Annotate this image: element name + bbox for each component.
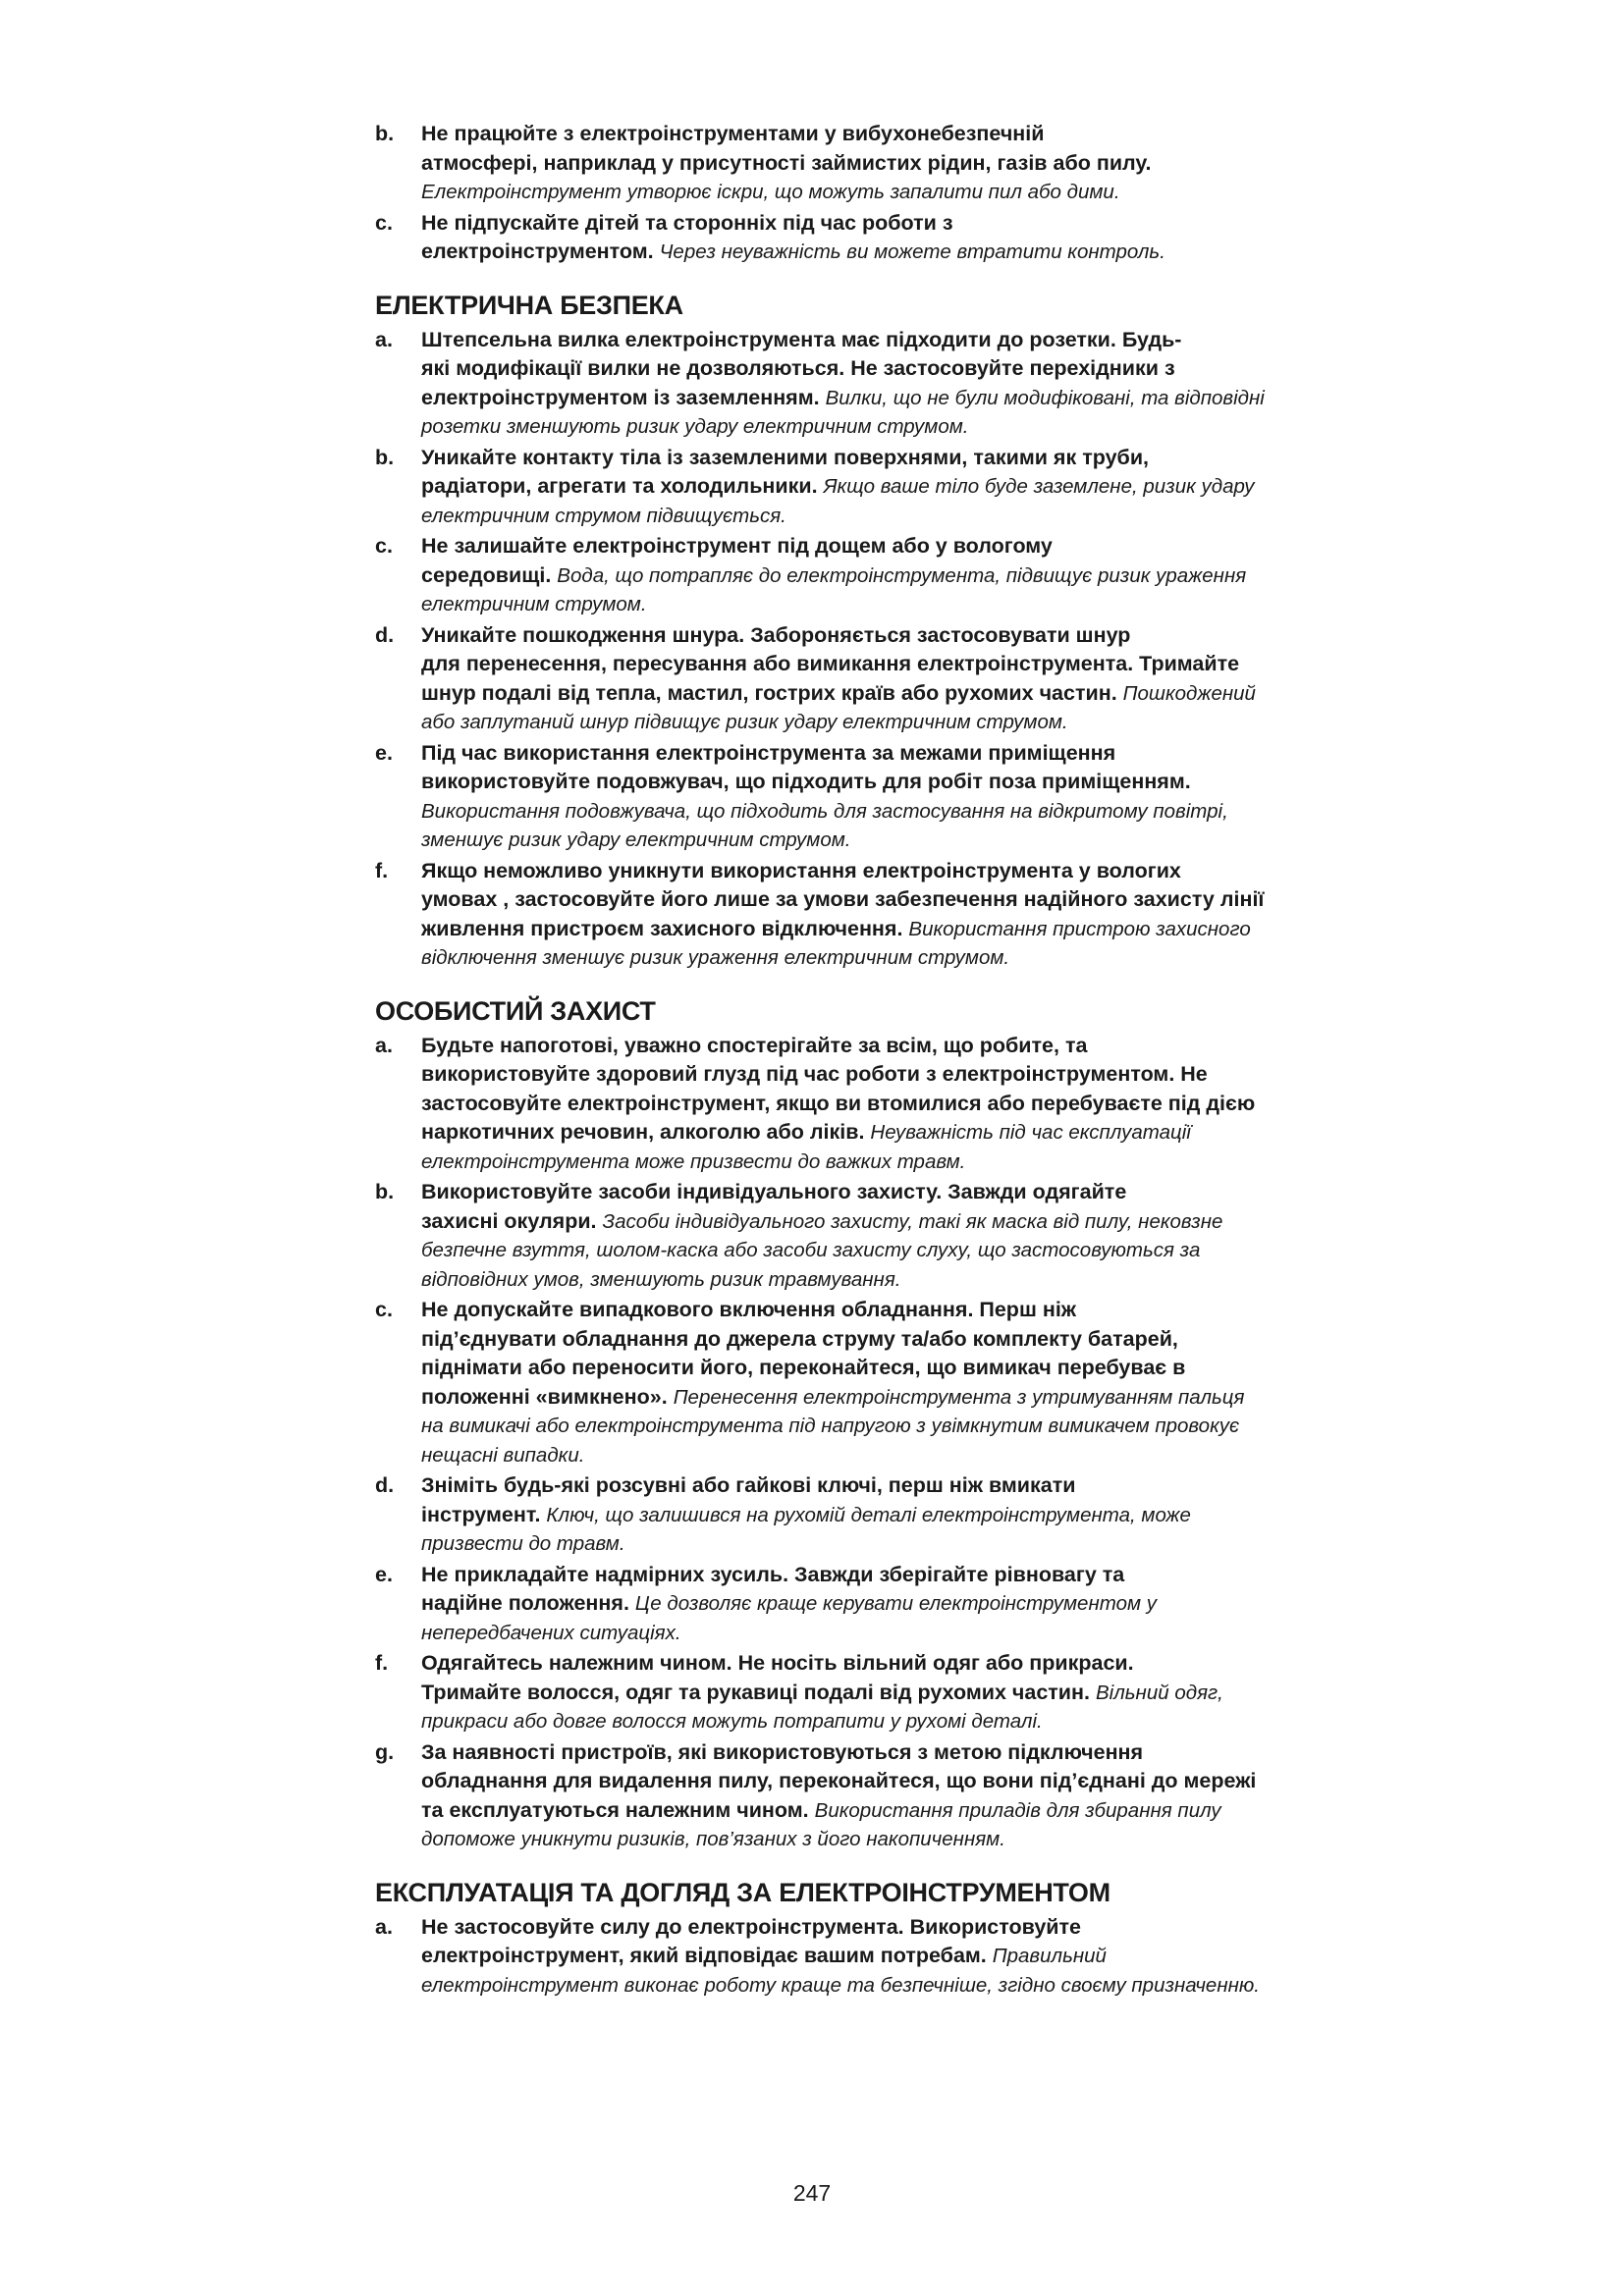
item-bold: захисні окуляри. (421, 1208, 597, 1233)
list-item (375, 1178, 1269, 1294)
item-note: Використання пристрою захисного відключення зменшує ризик ураження електричним струмом. (421, 917, 1251, 969)
item-letter: a. (375, 327, 393, 351)
item-lead: Зніміть будь-які розсувні або гайкові ключі, перш ніж вмикати (421, 1473, 1076, 1497)
item-note: Вилки, що не були модифіковані, та відповідні розетки зменшують ризик удару електричним струмом. (421, 386, 1265, 438)
item-bold: електроінструментом. (421, 240, 654, 263)
list-item (375, 444, 1269, 531)
section-heading: ОСОБИСТИЙ ЗАХИСТ (375, 995, 656, 1026)
item-bold: Тримайте волосся, одяг та рукавиці подалі від рухомих частин. (421, 1680, 1090, 1704)
list-item (375, 1296, 1269, 1469)
section-heading: ЕЛЕКТРИЧНА БЕЗПЕКА (375, 290, 683, 320)
list-item (375, 1913, 1269, 2001)
list-item (375, 326, 1269, 442)
item-letter: e. (375, 740, 393, 765)
item-lead: Не працюйте з електроінструментами у вибухонебезпечній (421, 122, 1045, 145)
item-lead: Уникайте контакту тіла із заземленими поверхнями, такими як труби, (421, 445, 1150, 469)
list-item (375, 1032, 1269, 1177)
item-note: Засоби індивідуального захисту, такі як маска від пилу, нековзне безпечне взуття, шолом-каска або засоби захисту слуху, що застосовуються за відповідних умов, зменшують ризик травмування. (421, 1209, 1223, 1291)
list-item (375, 1471, 1269, 1559)
list-item (375, 120, 1269, 207)
item-bold: атмосфері, наприклад у присутності займистих рідин, газів або пилу. (421, 150, 1152, 175)
item-note: Вільний одяг, прикраси або довге волосся можуть потрапити у рухомі деталі. (421, 1681, 1223, 1733)
item-lead: Не залишайте електроінструмент під дощем або у вологому (421, 534, 1053, 558)
item-letter: b. (375, 445, 395, 469)
item-lead: Під час використання електроінструмента за межами приміщення (421, 740, 1116, 765)
item-note: Правильний електроінструмент виконає роботу краще та безпечніше, згідно своєму призначенню. (421, 1945, 1261, 1997)
item-letter: f. (375, 1651, 389, 1675)
item-letter: c. (375, 534, 393, 558)
item-letter: f. (375, 858, 389, 882)
item-note: Перенесення електроінструмента з утримуванням пальця на вимикачі або електроінструмента під напругою з увімкнутим вимикачем провокує нещасні випадки. (421, 1385, 1245, 1467)
item-bold: радіатори, агрегати та холодильники. (421, 474, 818, 498)
list-item (375, 1738, 1269, 1854)
item-lead: Уникайте пошкодження шнура. Забороняється застосовувати шнур (421, 622, 1131, 647)
item-lead: Штепсельна вилка електроінструмента має підходити до розетки. Будь- (421, 327, 1182, 351)
item-note: Використання подовжувача, що підходить для застосування на відкритому повітрі, зменшує ризик удару електричним струмом. (421, 799, 1228, 851)
item-bold: умовах , застосовуйте його лише за умови забезпечення надійного захисту лінії живлення пристроєм захисного відключення. (421, 887, 1265, 940)
item-bold: надійне положення. (421, 1591, 629, 1615)
item-letter: b. (375, 122, 395, 145)
item-letter: g. (375, 1739, 395, 1764)
item-note: Неуважність під час експлуатації електроінструмента може призвести до важких травм. (421, 1121, 1191, 1173)
item-letter: c. (375, 1298, 393, 1321)
item-letter: c. (375, 210, 393, 235)
item-note: Вода, що потрапляє до електроінструмента, підвищує ризик ураження електричним струмом. (421, 563, 1247, 615)
item-bold: електроінструмент, який відповідає вашим потребам. (421, 1944, 987, 1967)
list-item (375, 857, 1269, 973)
item-bold: інструмент. (421, 1502, 541, 1526)
item-note: Використання приладів для збирання пилу допоможе уникнути ризиків, пов’язаних з його накопиченням. (421, 1798, 1221, 1850)
list-item (375, 621, 1269, 737)
item-lead: Не підпускайте дітей та сторонніх під час роботи з (421, 210, 953, 235)
list-item (375, 1649, 1269, 1736)
item-note: Через неуважність ви можете втратити контроль. (659, 240, 1165, 263)
item-note: Це дозволяє краще керувати електроінструментом у непередбачених ситуаціях. (421, 1592, 1157, 1644)
item-lead: За наявності пристроїв, які використовуються з метою підключення (421, 1739, 1144, 1764)
section (375, 1876, 1269, 2001)
item-lead: Не застосовуйте силу до електроінструмента. Використовуйте (421, 1914, 1081, 1939)
list-item (375, 209, 1269, 267)
item-bold: середовищі. (421, 562, 552, 587)
item-lead: Використовуйте засоби індивідуального захисту. Завжди одягайте (421, 1180, 1127, 1203)
item-lead: Якщо неможливо уникнути використання електроінструмента у вологих (421, 858, 1181, 882)
list-item (375, 739, 1269, 855)
item-lead: Не допускайте випадкового включення обладнання. Перш ніж (421, 1298, 1077, 1321)
item-note: Ключ, що залишився на рухомій деталі електроінструмента, може призвести до травм. (421, 1503, 1191, 1555)
sections (375, 289, 1269, 2001)
section (375, 994, 1269, 1854)
item-letter: a. (375, 1914, 393, 1939)
item-bold: під’єднувати обладнання до джерела струму та/або комплекту батарей, піднімати або переносити його, переконайтеся, що вимикач перебуває в положенні «вимкнено». (421, 1326, 1186, 1409)
item-note: Електроінструмент утворює іскри, що можуть запалити пил або дими. (421, 181, 1120, 203)
item-lead: Не прикладайте надмірних зусиль. Завжди зберігайте рівновагу та (421, 1562, 1125, 1586)
item-bold: які модифікації вилки не дозволяються. Не застосовуйте перехідники з електроінструментом із заземленням. (421, 356, 1175, 409)
section (375, 289, 1269, 973)
item-letter: b. (375, 1180, 395, 1203)
item-note: Пошкоджений або заплутаний шнур підвищує ризик удару електричним струмом. (421, 681, 1256, 733)
item-letter: e. (375, 1562, 393, 1586)
list-item (375, 532, 1269, 619)
page-number: 247 (792, 2180, 832, 2206)
item-letter: d. (375, 1473, 395, 1497)
item-bold: для перенесення, пересування або вимикання електроінструмента. Тримайте шнур подалі від тепла, мастил, гострих країв або рухомих частин. (421, 652, 1240, 705)
item-lead: Одягайтесь належним чином. Не носіть вільний одяг або прикраси. (421, 1651, 1134, 1675)
list-item (375, 1561, 1269, 1648)
item-bold: використовуйте подовжувач, що підходить для робіт поза приміщенням. (421, 770, 1191, 793)
intro-list (375, 120, 1269, 267)
item-letter: a. (375, 1033, 393, 1057)
section-heading: ЕКСПЛУАТАЦІЯ ТА ДОГЛЯД ЗА ЕЛЕКТРОІНСТРУМЕНТОМ (375, 1877, 1110, 1907)
item-lead: Будьте напоготові, уважно спостерігайте за всім, що робите, та (421, 1033, 1088, 1057)
item-bold: обладнання для видалення пилу, переконайтеся, що вони під’єднані до мережі та експлуатуються належним чином. (421, 1769, 1257, 1822)
item-bold: використовуйте здоровий глузд під час роботи з електроінструментом. Не застосовуйте електроінструмент, якщо ви втомилися або перебуваєте під дією наркотичних речовин, алкоголю або ліків. (421, 1062, 1256, 1144)
item-note: Якщо ваше тіло буде заземлене, ризик удару електричним струмом підвищується. (421, 475, 1255, 527)
page-content (375, 120, 1269, 2002)
item-letter: d. (375, 622, 395, 647)
